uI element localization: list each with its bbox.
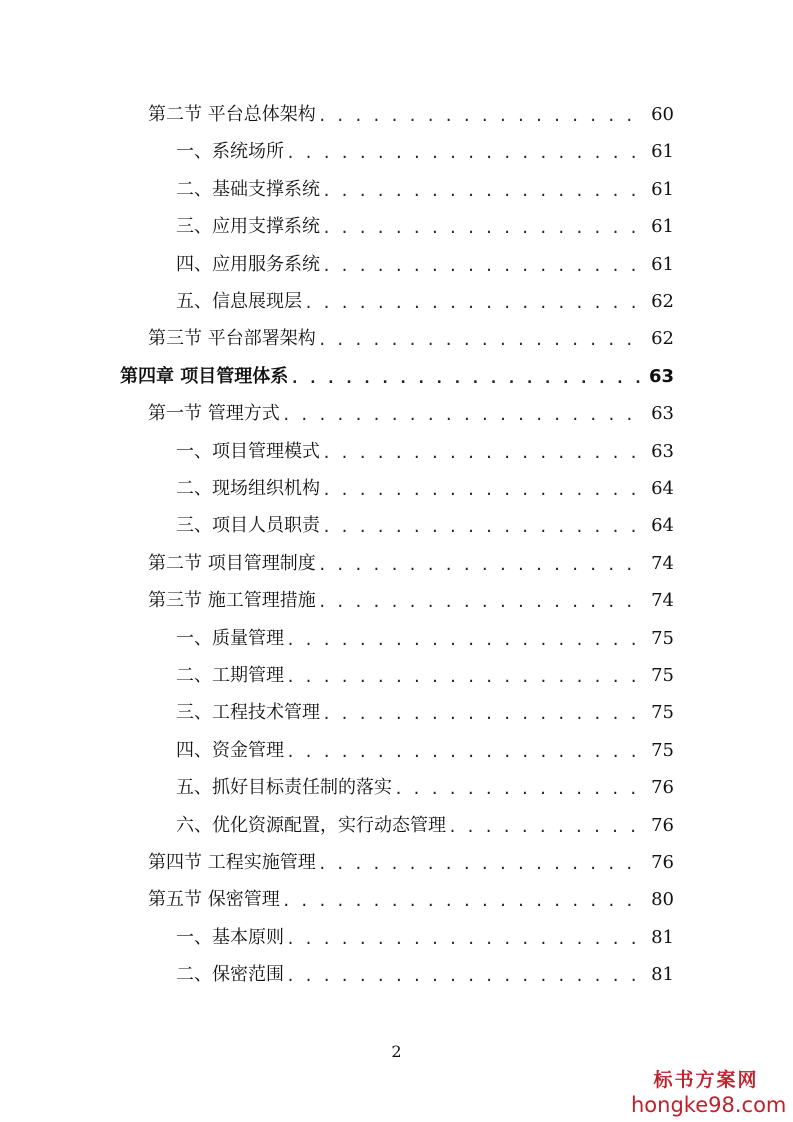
toc-leader-dots — [282, 399, 642, 429]
toc-entry-section[interactable] — [148, 848, 674, 878]
toc-entry-item[interactable] — [176, 287, 674, 317]
toc-leader-dots — [322, 250, 642, 280]
toc-entry-item[interactable] — [176, 437, 674, 467]
toc-entry-title: 三、项目人员职责 — [176, 515, 320, 536]
watermark-logo — [631, 1068, 787, 1118]
toc-entry-section[interactable] — [148, 100, 674, 130]
toc-entry-title: 一、质量管理 — [176, 628, 284, 649]
toc-entry-section[interactable] — [148, 549, 674, 579]
toc-entry-title: 四、资金管理 — [176, 740, 284, 761]
toc-entry-page: 76 — [651, 815, 674, 836]
toc-entry-title: 第五节 保密管理 — [148, 889, 280, 910]
toc-leader-dots — [286, 661, 642, 691]
toc-entry-page: 62 — [651, 328, 674, 349]
toc-entry-section[interactable] — [148, 885, 674, 915]
toc-entry-item[interactable] — [176, 474, 674, 504]
toc-entry-item[interactable] — [176, 960, 674, 990]
toc-entry-page: 60 — [651, 104, 674, 125]
toc-entry-chapter[interactable] — [120, 362, 674, 392]
toc-entry-page: 64 — [651, 478, 674, 499]
toc-entry-item[interactable] — [176, 698, 674, 728]
toc-entry-title: 二、基础支撑系统 — [176, 179, 320, 200]
watermark-url: hongke98.com — [631, 1093, 787, 1117]
toc-entry-section[interactable] — [148, 399, 674, 429]
toc-entry-title: 第三节 施工管理措施 — [148, 590, 316, 611]
toc-leader-dots — [322, 511, 642, 541]
toc-leader-dots — [448, 811, 642, 841]
toc-entry-title: 一、系统场所 — [176, 141, 284, 162]
toc-entry-title: 五、抓好目标责任制的落实 — [176, 777, 392, 798]
toc-leader-dots — [286, 624, 642, 654]
toc-entry-page: 61 — [651, 254, 674, 275]
toc-entry-page: 63 — [651, 403, 674, 424]
toc-entry-page: 74 — [651, 590, 674, 611]
toc-entry-item[interactable] — [176, 736, 674, 766]
toc-leader-dots — [286, 736, 642, 766]
toc-entry-page: 81 — [651, 927, 674, 948]
toc-entry-title: 一、项目管理模式 — [176, 441, 320, 462]
toc-leader-dots — [304, 287, 642, 317]
toc-entry-title: 第四节 工程实施管理 — [148, 852, 316, 873]
toc-entry-section[interactable] — [148, 586, 674, 616]
toc-entry-title: 二、工期管理 — [176, 665, 284, 686]
toc-leader-dots — [286, 137, 642, 167]
toc-entry-item[interactable] — [176, 137, 674, 167]
toc-entry-page: 63 — [648, 366, 674, 387]
toc-entry-page: 75 — [651, 665, 674, 686]
toc-entry-title: 第二节 项目管理制度 — [148, 553, 316, 574]
toc-entry-item[interactable] — [176, 923, 674, 953]
toc-entry-item[interactable] — [176, 175, 674, 205]
toc-leader-dots — [322, 212, 642, 242]
toc-entry-page: 63 — [651, 441, 674, 462]
toc-entry-page: 61 — [651, 141, 674, 162]
toc-entry-title: 四、应用服务系统 — [176, 254, 320, 275]
toc-entry-title: 六、优化资源配置，实行动态管理 — [176, 815, 446, 836]
toc-entry-page: 80 — [651, 889, 674, 910]
toc-entry-title: 三、应用支撑系统 — [176, 216, 320, 237]
toc-entry-item[interactable] — [176, 624, 674, 654]
toc-entry-page: 75 — [651, 702, 674, 723]
toc-entry-page: 62 — [651, 291, 674, 312]
toc-entry-title: 一、基本原则 — [176, 927, 284, 948]
toc-entry-page: 64 — [651, 515, 674, 536]
toc-entry-title: 第一节 管理方式 — [148, 403, 280, 424]
toc-entry-title: 第四章 项目管理体系 — [120, 366, 289, 387]
toc-leader-dots — [282, 885, 642, 915]
toc-leader-dots — [318, 549, 642, 579]
toc-entry-title: 五、信息展现层 — [176, 291, 302, 312]
toc-entry-item[interactable] — [176, 811, 674, 841]
toc-entry-page: 75 — [651, 628, 674, 649]
toc-leader-dots — [394, 773, 642, 803]
page-number: 2 — [391, 1042, 402, 1061]
toc-leader-dots — [318, 586, 642, 616]
toc-leader-dots — [290, 362, 642, 392]
toc-entry-title: 第二节 平台总体架构 — [148, 104, 316, 125]
toc-leader-dots — [286, 960, 642, 990]
toc-entry-item[interactable] — [176, 250, 674, 280]
toc-entry-title: 二、保密范围 — [176, 964, 284, 985]
toc-entry-page: 76 — [651, 777, 674, 798]
toc-leader-dots — [322, 175, 642, 205]
toc-entry-section[interactable] — [148, 324, 674, 354]
toc-entry-page: 81 — [651, 964, 674, 985]
toc-entry-item[interactable] — [176, 661, 674, 691]
toc-entry-page: 74 — [651, 553, 674, 574]
toc-entry-title: 第三节 平台部署架构 — [148, 328, 316, 349]
toc-entry-item[interactable] — [176, 212, 674, 242]
toc-entry-item[interactable] — [176, 773, 674, 803]
toc-entry-title: 三、工程技术管理 — [176, 702, 320, 723]
toc-leader-dots — [318, 100, 642, 130]
toc-leader-dots — [286, 923, 642, 953]
toc-leader-dots — [322, 698, 642, 728]
toc-entry-page: 61 — [651, 216, 674, 237]
toc-entry-page: 61 — [651, 179, 674, 200]
toc-entry-title: 二、现场组织机构 — [176, 478, 320, 499]
toc-entry-item[interactable] — [176, 511, 674, 541]
toc-leader-dots — [322, 437, 642, 467]
toc-entry-page: 75 — [651, 740, 674, 761]
toc-leader-dots — [318, 324, 642, 354]
toc-entry-page: 76 — [651, 852, 674, 873]
toc-leader-dots — [318, 848, 642, 878]
toc-leader-dots — [322, 474, 642, 504]
watermark-title: 标书方案网 — [653, 1069, 759, 1091]
